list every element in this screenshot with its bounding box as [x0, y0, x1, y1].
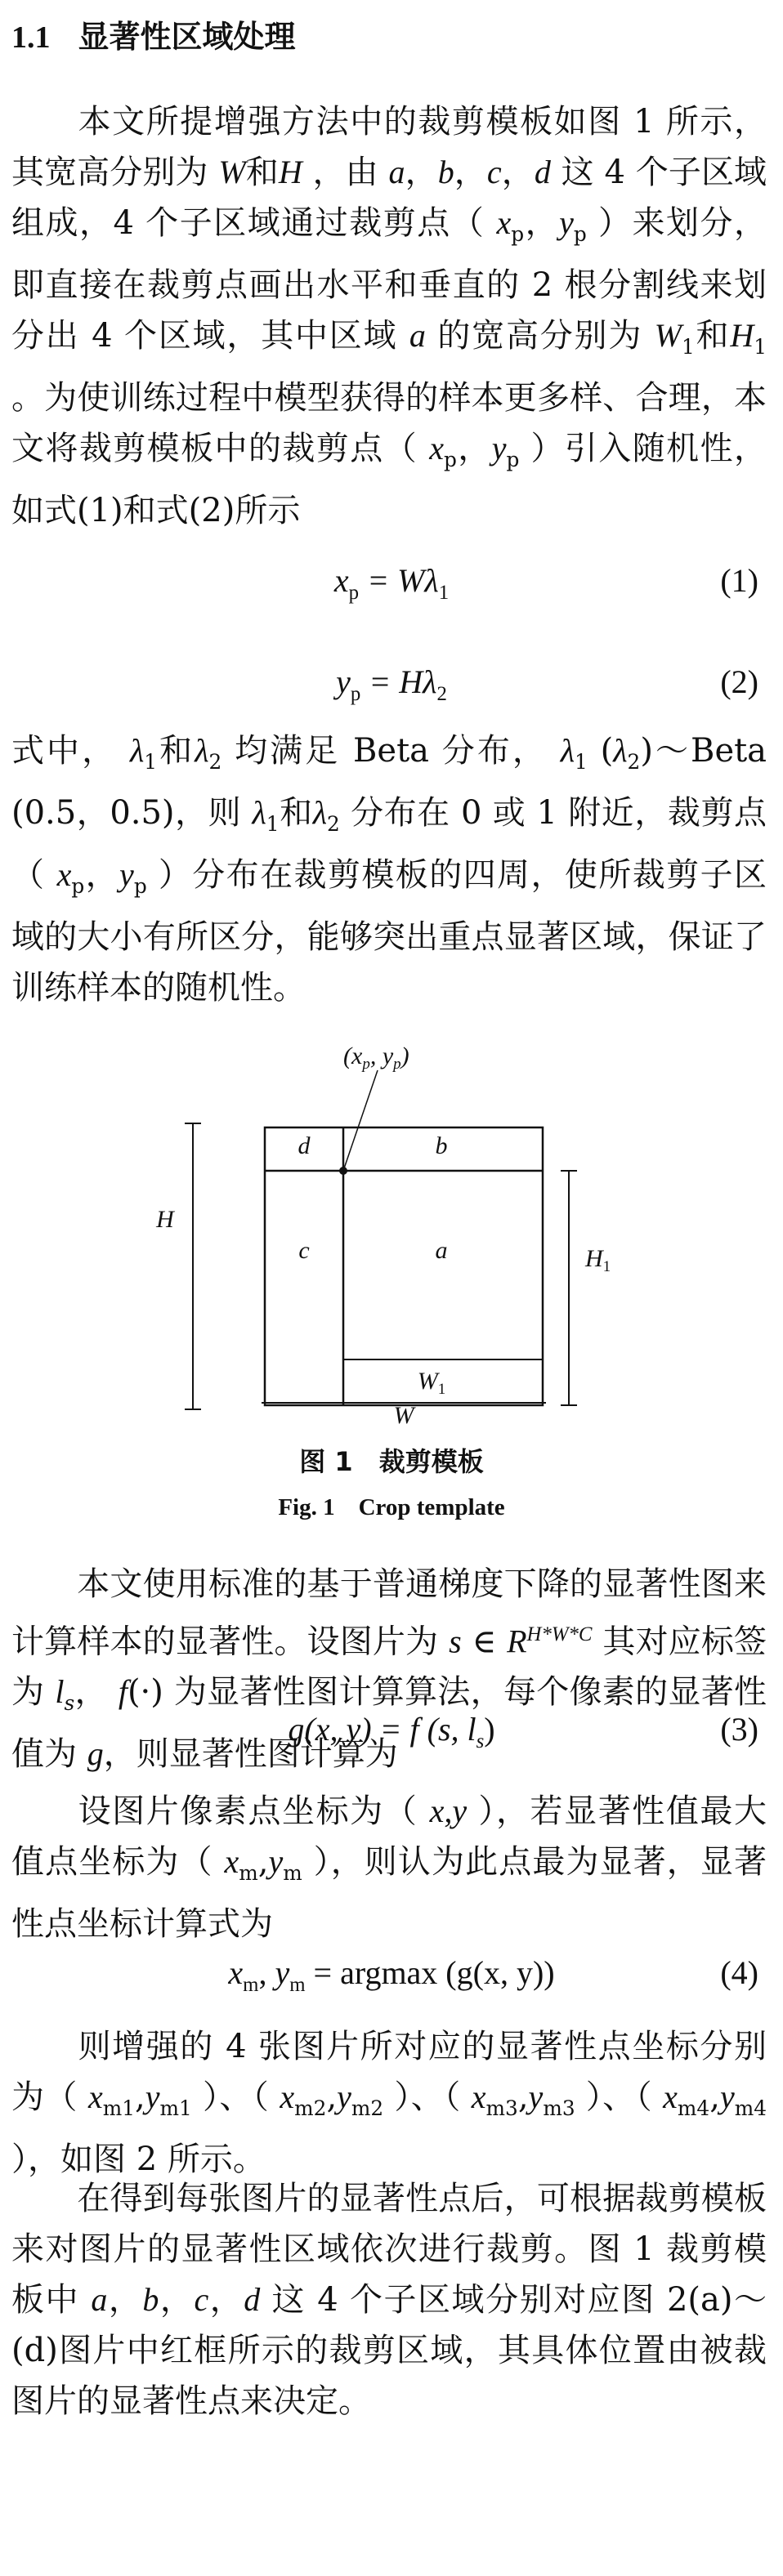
text: ）分布在裁剪模板的四周，使所裁剪子区域的大小有所区分，能够突出重点显著区域，保证了训练样本的随机性。 — [11, 856, 767, 1007]
subscript: 1 — [437, 1381, 446, 1398]
var: y — [559, 204, 574, 241]
region-b-label: b — [435, 1132, 448, 1159]
subscript: s — [64, 1691, 75, 1716]
text: ∈ — [461, 1623, 508, 1661]
text: ， — [405, 154, 438, 191]
var: W — [417, 1368, 438, 1395]
var: y — [336, 663, 351, 700]
text: 本文所提增强方法中的裁剪模板如图 1 所示，其宽高分别为 — [11, 103, 767, 191]
text: ）、（ — [383, 2078, 472, 2116]
subscript: 2 — [327, 812, 340, 836]
var: y — [382, 1042, 394, 1069]
subscript: p — [506, 448, 520, 471]
subscript: p — [350, 683, 361, 705]
var: W — [654, 317, 682, 354]
text: ， — [74, 1673, 119, 1712]
subscript: p — [133, 874, 147, 898]
equation-number: (3) — [720, 1711, 758, 1748]
var: λ — [560, 732, 575, 769]
paragraph-2 — [0, 725, 783, 1013]
text: 这 4 个子区域分别对应图 2(a)～(d)图片中红框所示的裁剪区域，其具体位置由被裁图片的显著性点来决定。 — [11, 2281, 767, 2420]
subscript: m — [243, 1974, 259, 1996]
text: 在得到每张图片的显著性点后，可根据裁剪模板来对图片的显著性区域依次进行裁剪。图 1 裁剪模板中 — [11, 2180, 767, 2319]
text: ）、（ — [191, 2078, 280, 2116]
text: ， — [456, 430, 492, 467]
var: a — [409, 317, 426, 354]
subscript: 1 — [575, 750, 588, 774]
subscript: m — [283, 1861, 302, 1885]
subscript: 1 — [681, 335, 695, 359]
var: x — [429, 430, 444, 467]
text: (·) 为显著性图计算算法，每个像素的显著性值为 — [11, 1673, 767, 1774]
expr: = Hλ — [360, 663, 437, 700]
var: d — [534, 154, 551, 190]
text: 和 — [157, 732, 195, 770]
equation-number: (2) — [720, 663, 758, 700]
var: a — [388, 154, 405, 190]
subscript: m1 — [159, 2096, 192, 2120]
subscript: 2 — [208, 750, 222, 774]
text: , — [257, 1843, 269, 1881]
subscript: m3 — [485, 2096, 518, 2120]
text: 式中， — [11, 732, 130, 770]
text: 。为使训练过程中模型获得的样本更多样、合理，本文将裁剪模板中的裁剪点（ — [11, 379, 767, 467]
expr: = Wλ — [359, 562, 439, 599]
var: x — [471, 2078, 486, 2115]
var: y — [145, 2078, 160, 2115]
text: 设图片像素点坐标为（ — [77, 1792, 430, 1830]
subscript: 2 — [627, 750, 641, 774]
region-a-label: a — [435, 1237, 448, 1264]
subscript: 1 — [266, 812, 280, 836]
var: λ — [195, 732, 209, 769]
text: ， — [107, 2281, 143, 2319]
var: b — [142, 2281, 159, 2318]
equation-4 — [0, 1944, 783, 2002]
text: ），则认为此点最为显著，显著性点坐标计算式为 — [11, 1843, 767, 1943]
text: 其对应标签为 — [11, 1623, 767, 1712]
var: y — [719, 2078, 735, 2115]
subscript: 1 — [144, 750, 158, 774]
H1-label — [584, 1245, 611, 1275]
var: R — [507, 1623, 527, 1660]
expr: ) — [484, 1711, 495, 1748]
var: λ — [312, 794, 328, 831]
figure-caption-en: Fig. 1 Crop template — [278, 1494, 505, 1520]
var: d — [244, 2281, 261, 2318]
equation-3 — [0, 1701, 783, 1758]
subscript: s — [476, 1730, 485, 1752]
paragraph-5 — [0, 2021, 783, 2185]
subscript: m4 — [677, 2096, 710, 2120]
text: ）引入随机性，如式(1)和式(2)所示 — [11, 430, 767, 529]
text: ，由 — [302, 154, 389, 191]
var: x — [87, 2078, 103, 2115]
text: , — [135, 2078, 145, 2116]
text: , — [326, 2078, 338, 2116]
text: ），如图 2 所示。 — [11, 2141, 266, 2178]
section-heading — [0, 8, 783, 65]
var: c — [486, 154, 502, 190]
subscript: p — [348, 582, 360, 604]
text: ， — [208, 2281, 244, 2319]
equation-2 — [0, 654, 783, 711]
text: ， — [524, 204, 560, 242]
var: s — [449, 1623, 462, 1660]
var: H — [730, 317, 754, 354]
text: 本文使用标准的基于普通梯度下降的显著性图来计算样本的显著性。设图片为 — [11, 1565, 767, 1661]
subscript: p — [511, 222, 525, 246]
text: 则增强的 4 张图片所对应的显著性点坐标分别为（ — [11, 2028, 767, 2116]
equation-number: (4) — [720, 1954, 758, 1991]
superscript: H*W*C — [526, 1623, 593, 1645]
subscript: m3 — [543, 2096, 575, 2120]
subscript: m — [289, 1974, 306, 1996]
var: x — [351, 1042, 363, 1069]
var: c — [194, 2281, 209, 2318]
equation-1 — [0, 552, 783, 609]
var: b — [437, 154, 454, 190]
text: ， — [159, 2281, 195, 2319]
var: y — [119, 856, 134, 893]
text: 这 4 个子区域组成，4 个子区域通过裁剪点（ — [11, 154, 767, 242]
region-c-label: c — [298, 1237, 310, 1264]
text: 和 — [245, 154, 279, 191]
crop-point-label: ($x_p$, $y_p$) — [343, 1042, 409, 1073]
subscript: p — [573, 222, 587, 246]
region-d-label: d — [298, 1132, 311, 1159]
var: f — [118, 1673, 128, 1711]
subscript: m2 — [294, 2096, 327, 2120]
var: y — [275, 1954, 290, 1991]
var: W — [218, 154, 246, 190]
var: x,y — [429, 1792, 468, 1829]
text: ，则显著性图计算为 — [103, 1735, 398, 1774]
var: a — [91, 2281, 108, 2318]
subscript: m — [239, 1861, 258, 1885]
text: ， — [454, 154, 487, 191]
section-number: 1.1 — [11, 20, 51, 55]
text: 和 — [694, 317, 731, 355]
equation-number: (1) — [720, 562, 758, 599]
crop-template-figure — [0, 1021, 783, 1430]
text: )～Beta (0.5，0.5)，则 — [11, 732, 767, 832]
text: , — [258, 1954, 275, 1991]
subscript: m1 — [102, 2096, 136, 2120]
var: l — [55, 1673, 65, 1711]
crop-point-marker — [339, 1167, 347, 1175]
var: x — [228, 1954, 244, 1991]
text: 均满足 Beta 分布， — [221, 732, 561, 770]
subscript: p — [362, 1056, 370, 1073]
expr: = argmax (g(x, y)) — [305, 1954, 555, 1991]
var: H — [585, 1245, 603, 1272]
text: 的宽高分别为 — [425, 317, 655, 355]
subscript: 1 — [602, 1258, 611, 1275]
var: y — [528, 2078, 544, 2115]
text: ， — [84, 856, 120, 894]
var: x — [333, 562, 349, 599]
var: λ — [613, 732, 628, 769]
subscript: 1 — [754, 335, 767, 359]
text: ， — [501, 154, 535, 191]
text: ）、（ — [575, 2078, 664, 2116]
paragraph-4 — [0, 1786, 783, 1949]
var: x — [56, 856, 72, 893]
var: λ — [129, 732, 145, 769]
var: x — [224, 1843, 239, 1880]
subscript: p — [71, 874, 85, 898]
W1-label — [418, 1368, 446, 1398]
subscript: 2 — [436, 683, 447, 705]
subscript: p — [443, 448, 457, 471]
text: , — [517, 2078, 529, 2116]
subscript: 1 — [438, 582, 450, 604]
subscript: m4 — [734, 2096, 767, 2120]
var: H — [278, 154, 302, 190]
text: ），若显著性值最大值点坐标为（ — [11, 1792, 767, 1881]
W-label: W — [393, 1402, 414, 1429]
subscript: p — [393, 1056, 401, 1073]
expr: g(x, y) = f (s, l — [288, 1711, 477, 1748]
var: λ — [252, 794, 266, 831]
point-leader-line — [343, 1070, 378, 1171]
paragraph-1 — [0, 96, 783, 536]
section-title: 显著性区域处理 — [78, 19, 296, 55]
paragraph-6 — [0, 2173, 783, 2426]
text: 分布在 0 或 1 附近，裁剪点（ — [11, 794, 767, 894]
subscript: m2 — [351, 2096, 384, 2120]
text: ( — [587, 732, 614, 770]
H-label: H — [156, 1206, 174, 1233]
text: ）来划分，即直接在裁剪点画出水平和垂直的 2 根分割线来划分出 4 个区域，其中区域 — [11, 204, 767, 355]
var: x — [496, 204, 512, 241]
var: x — [280, 2078, 295, 2115]
text: , — [709, 2078, 720, 2116]
template-outline — [265, 1127, 543, 1405]
var: y — [491, 430, 507, 467]
var: x — [663, 2078, 678, 2115]
figure-caption-cn: 图 1 裁剪模板 — [299, 1446, 484, 1477]
text: 和 — [279, 794, 313, 832]
var: g — [87, 1735, 104, 1773]
var: y — [337, 2078, 351, 2115]
var: y — [268, 1843, 284, 1880]
